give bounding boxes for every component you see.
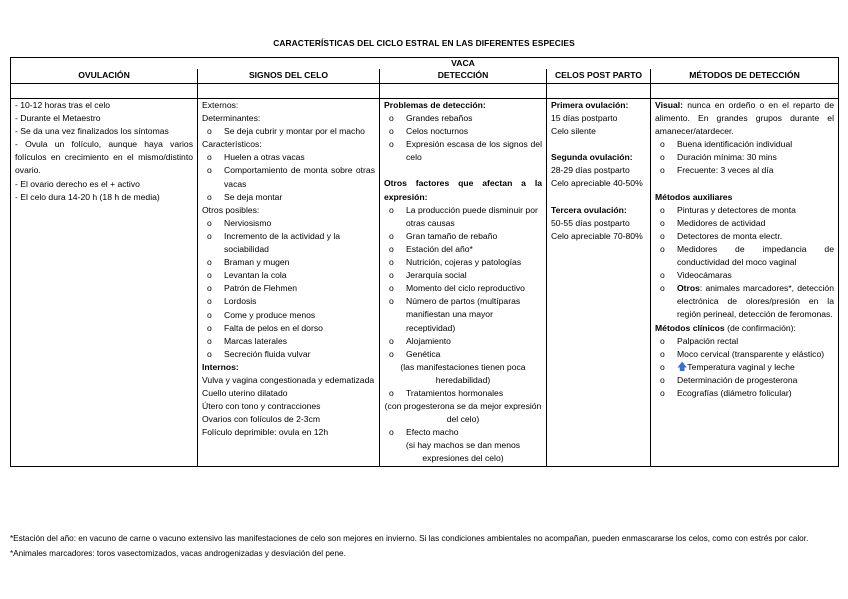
- celos-line: 15 días postparto: [551, 113, 618, 124]
- tratamientos-list: [384, 387, 542, 400]
- clinicos-paren: (de confirmación):: [724, 322, 796, 333]
- visual-text: nunca en ordeño o en el reparto de alimento. En grandes grupos durante el amanecer/atardecer.: [655, 100, 834, 137]
- list-item: o Alojamiento: [384, 335, 542, 348]
- list-item: o Tratamientos hormonales: [384, 387, 542, 400]
- internos-line: Ovarios con folículos de 2-3cm: [202, 414, 320, 425]
- list-item: o Patrón de Flehmen: [202, 282, 375, 295]
- list-item: o Lordosis: [202, 295, 375, 308]
- tratamientos-note: (con progesterona se da mejor expresión del celo): [384, 401, 542, 425]
- clinicos-heading: [655, 322, 834, 335]
- list-item: o Levantan la cola: [202, 269, 375, 282]
- species-label-right: [651, 58, 839, 70]
- visual-label: Visual:: [655, 100, 684, 110]
- header-ovulacion: OVULACIÓN: [11, 69, 198, 84]
- auxiliares-heading: Métodos auxiliares: [655, 191, 733, 202]
- list-item: o Secreción fluida vulvar: [202, 348, 375, 361]
- ovulacion-line: - Ovula un folículo, aunque haya varios folículos en crecimiento en el mismo/distinto ovario.: [15, 139, 193, 176]
- list-item: o Gran tamaño de rebaño: [384, 230, 542, 243]
- caracteristicos-list: [202, 151, 375, 203]
- list-item: o Marcas laterales: [202, 335, 375, 348]
- signos-internos-heading: Internos:: [202, 361, 239, 372]
- gap-cell: [547, 84, 651, 99]
- list-item: o Moco cervical (transparente y elástico): [655, 348, 834, 361]
- determinantes-list: [202, 125, 375, 138]
- ovulacion-line: - El ovario derecho es el + activo: [15, 178, 140, 189]
- gap-cell: [11, 84, 198, 99]
- list-item: o Jerarquía social: [384, 269, 542, 282]
- list-item: o Medidores de actividad: [655, 217, 834, 230]
- ovulacion-line: - 10-12 horas tras el celo: [15, 100, 111, 110]
- internos-line: Útero con tono y contracciones: [202, 401, 321, 412]
- internos-line: Vulva y vagina congestionada y edematizada: [202, 374, 375, 385]
- list-item-temperatura: [655, 361, 834, 374]
- gap-cell: [380, 84, 547, 99]
- otros-label: Otros: [677, 283, 700, 294]
- cell-signos: [198, 99, 380, 467]
- header-signos: SIGNOS DEL CELO: [198, 69, 380, 84]
- factores-list: [384, 204, 542, 361]
- list-item: o Ecografías (diámetro folicular): [655, 387, 834, 400]
- list-item: o Braman y mugen: [202, 256, 375, 269]
- list-item: o Duración mínima: 30 mins: [655, 151, 834, 164]
- cell-celos-post-parto: [547, 99, 651, 467]
- header-celos-post-parto: CELOS POST PARTO: [547, 69, 651, 84]
- arrow-up-icon: 🡅: [677, 361, 688, 373]
- otros-signos-list: [202, 217, 375, 361]
- list-item: o Huelen a otras vacas: [202, 151, 375, 164]
- celos-line: 28-29 días postparto: [551, 165, 630, 176]
- list-item: o Genética: [384, 348, 542, 361]
- list-item: o Nerviosismo: [202, 217, 375, 230]
- signos-externos-heading: Externos:: [202, 100, 239, 110]
- list-item: o Detectores de monta electr.: [655, 230, 834, 243]
- otros-text: : animales marcadores*, detección electrónica de olores/presión en la región perineal, detección de feromonas.: [677, 283, 834, 320]
- primera-ovulacion-heading: Primera ovulación:: [551, 100, 629, 110]
- problemas-heading: Problemas de detección:: [384, 100, 486, 110]
- list-item: o Efecto macho: [384, 426, 542, 439]
- list-item: o Momento del ciclo reproductivo: [384, 282, 542, 295]
- list-item: o Expresión escasa de los signos del celo: [384, 138, 542, 164]
- signos-caracteristicos-heading: Característicos:: [202, 139, 262, 150]
- visual-paragraph: [655, 99, 834, 138]
- otros-factores-heading: Otros factores que afectan a la expresión:: [384, 178, 542, 202]
- list-item: o Palpación rectal: [655, 335, 834, 348]
- celos-line: Celo apreciable 70-80%: [551, 230, 643, 241]
- list-item: o Nutrición, cojeras y patologías: [384, 256, 542, 269]
- list-item: o Celos nocturnos: [384, 125, 542, 138]
- list-item: o Falta de pelos en el dorso: [202, 322, 375, 335]
- species-label-mid2: [547, 58, 651, 70]
- efecto-note: (si hay machos se dan menos expresiones del celo): [405, 440, 521, 464]
- species-label-mid1: [198, 58, 380, 70]
- genetica-note: (las manifestaciones tienen poca heredabilidad): [400, 361, 526, 385]
- ovulacion-line: - Durante el Metaestro: [15, 113, 101, 124]
- celos-line: Celo apreciable 40-50%: [551, 178, 643, 189]
- list-item: o Estación del año*: [384, 243, 542, 256]
- ovulacion-line: - El celo dura 14-20 h (18 h de media): [15, 191, 160, 202]
- cell-ovulacion: [11, 99, 198, 467]
- celos-line: 50-55 días postparto: [551, 217, 630, 228]
- cell-deteccion: [380, 99, 547, 467]
- list-item: o Buena identificación individual: [655, 138, 834, 151]
- list-item: o Se deja montar: [202, 191, 375, 204]
- list-item: o Se deja cubrir y montar por el macho: [202, 125, 375, 138]
- cell-metodos: [651, 99, 839, 467]
- auxiliares-list: [655, 204, 834, 322]
- list-item: o Come y produce menos: [202, 309, 375, 322]
- list-item: o Comportamiento de monta sobre otras vacas: [202, 164, 375, 190]
- list-item: o Frecuente: 3 veces al día: [655, 164, 834, 177]
- estrous-cycle-table: [10, 57, 839, 467]
- list-item: o Grandes rebaños: [384, 112, 542, 125]
- signos-otros-heading: Otros posibles:: [202, 204, 260, 215]
- internos-line: Folículo deprimible: ovula en 12h: [202, 427, 329, 438]
- list-item: [655, 282, 834, 321]
- header-metodos: MÉTODOS DE DETECCIÓN: [651, 69, 839, 84]
- list-item: o Pinturas y detectores de monta: [655, 204, 834, 217]
- celos-line: Celo silente: [551, 126, 596, 137]
- gap-cell: [198, 84, 380, 99]
- list-item: o Medidores de impedancia de conductividad del moco vaginal: [655, 243, 834, 269]
- list-item: o Número de partos (multíparas manifiestan una mayor receptividad): [384, 295, 542, 334]
- ovulacion-line: - Se da una vez finalizados los síntomas: [15, 126, 169, 137]
- problemas-list: [384, 112, 542, 164]
- temperatura-text: Temperatura vaginal y leche: [687, 361, 795, 372]
- footnote: *Estación del año: en vacuno de carne o vacuno extensivo las manifestaciones de celo son mejores en invierno. Si las condiciones ambientales no acompañan, pueden enmascararse los celos, como con estrés por calor. *Animales marcadores: toros vasectomizados, vacas androgenizadas y desviación del pene.: [10, 534, 809, 558]
- document-title: CARACTERÍSTICAS DEL CICLO ESTRAL EN LAS DIFERENTES ESPECIES: [273, 38, 575, 48]
- efecto-list: [384, 426, 542, 439]
- clinicos-list: [655, 335, 834, 400]
- clinicos-label: Métodos clínicos: [655, 322, 725, 333]
- list-item: o Incremento de la actividad y la sociabilidad: [202, 230, 375, 256]
- list-item: o Videocámaras: [655, 269, 834, 282]
- list-item: o Determinación de progesterona: [655, 374, 834, 387]
- header-deteccion: DETECCIÓN: [380, 69, 547, 84]
- list-item: o La producción puede disminuir por otras causas: [384, 204, 542, 230]
- segunda-ovulacion-heading: Segunda ovulación:: [551, 152, 633, 163]
- gap-cell: [651, 84, 839, 99]
- internos-line: Cuello uterino dilatado: [202, 388, 288, 399]
- tercera-ovulacion-heading: Tercera ovulación:: [551, 204, 627, 215]
- species-label: VACA: [380, 58, 547, 70]
- species-label-left: [11, 58, 198, 70]
- visual-list: [655, 138, 834, 177]
- signos-determinantes-heading: Determinantes:: [202, 113, 261, 124]
